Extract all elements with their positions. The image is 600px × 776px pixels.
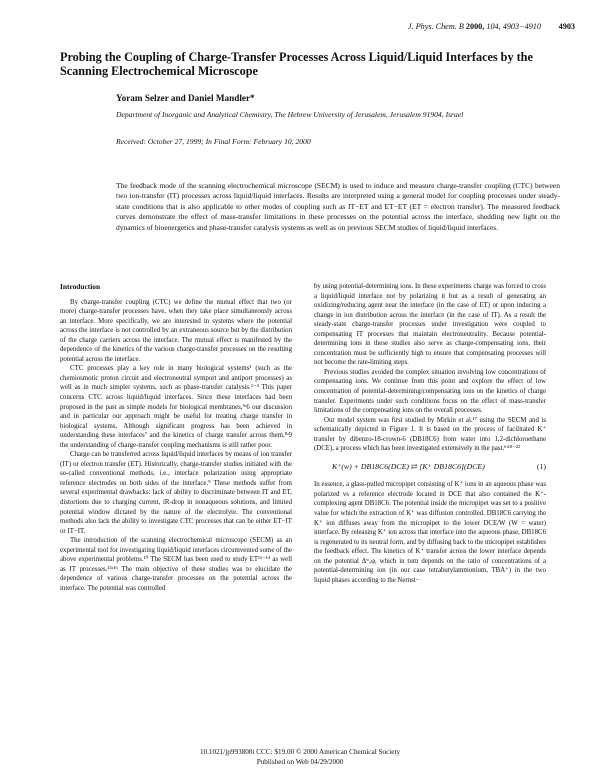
paragraph: CTC processes play a key role in many biological systems¹ (such as the chemiosmotic proton circuit and electroneutral symport and antiport processes) as well as in much simpler systems, such as phase-transfer catalysis.²⁻⁴ This paper concerns CTC across liquid/liquid interfaces. Since these interfaces had been proposed in the past as simple models for biological membranes,⁵ʴ6 our discussion and in particular our approach might be useful for treating charge transfer in biological systems. Although significant progress has been achieved in understanding these interfaces⁷ and the kinetics of charge transfer across them,⁸ʴ9 the understanding of charge-transfer coupling mechanisms is still rather poor. <box>60 365 292 449</box>
paragraph: By charge-transfer coupling (CTC) we define the mutual effect that two (or more) charge-transfer processes have, when they take place simultaneously across an interface. More specifically, we are interested in systems where the potential across the interface is not controlled by an extraneous source but by the distribution of the charge carriers across the interface. The mutual effect is manifested by the dependence of the kinetics of the various charge-transfer processes on the resulting potential across the interface. <box>60 298 292 363</box>
paragraph: Our model system was first studied by Mirkin et al.¹⁷ using the SECM and is schematically depicted in Figure 1. It is based on the process of facilitated K⁺ transfer by dibenzo-18-crown-6 (DB18C6) from water into 1,2-dichloroethane (DCE), a process which has been investigated extensively in the past.⁶ʴ¹⁸⁻²² <box>314 416 546 453</box>
left-column <box>60 282 292 594</box>
volume: 104, <box>486 22 501 31</box>
article-authors: Yoram Selzer and Daniel Mandler* <box>116 93 255 103</box>
page-footer <box>0 748 600 767</box>
right-column <box>314 282 546 585</box>
page-range: 4903−4910 <box>502 22 541 31</box>
journal-name: J. Phys. Chem. B <box>407 22 464 31</box>
article-title: Probing the Coupling of Charge-Transfer Processes Across Liquid/Liquid Interfaces by the Scanning Electrochemical Microscope <box>60 50 533 78</box>
doi-line: 10.1021/jp993808i CCC: $19.00 © 2000 American Chemical Society <box>199 748 401 756</box>
paragraph: The introduction of the scanning electrochemical microscope (SECM) as an experimental tool for investigating liquid/liquid interfaces circumvented some of the above experimental problems.¹⁰ The SECM has been used to study ET¹¹⁻¹⁴ as well as IT processes.¹⁵ʴ¹⁶ The main objective of these studies was to elucidate the dependence of various charge-transfer processes on the potential across the interface. The potential was controlled <box>60 537 292 592</box>
equation-number: (1) <box>536 461 546 471</box>
volume-year: 2000, <box>465 22 485 31</box>
journal-citation <box>408 22 541 31</box>
abstract: The feedback mode of the scanning electrochemical microscope (SECM) is used to induce and measure charge-transfer coupling (CTC) between two ion-transfer (IT) processes across liquid/liquid interfaces. Results are interpreted using a general model for coupling processes under steady-state conditions that is also applicable to other modes of coupling such as IT−ET and ET−ET (ET = electron transfer). The measured feedback curves demonstrate the effect of mass-transfer limitations in these processes on the potential across the interface, shedding new light on the dynamics of bioenergetics and phase-transfer catalysis systems as well as on previous SECM studies of liquid/liquid interfaces. <box>116 181 560 232</box>
paragraph: In essence, a glass-pulled micropipet consisting of K⁺ ions in an aqueous phase was polarized vs a reference electrode located in DCE that also contained the K⁺-complexing agent DB18C6. The potential inside the micropipet was set to a positive value for which the extraction of K⁺ was diffusion controlled. DB18C6 carrying the K⁺ ion diffuses away from the micropipet to the lower DCE/W (W = water) interface. By releasing K⁺ ion across that interface into the aqueous phase, DB18C6 is regenerated to its neutral form, and by diffusing back to the micropipet establishes the feedback effect. The kinetics of K⁺ transfer across the lower interface depends on the potential Δʷₒφ, which in turn depends on the ratio of concentrations of a potential-determining ion (in our case tetrabutylammonium, TBA⁺) in the two liquid phases according to the Nernst− <box>314 481 546 584</box>
received-dates: Received: October 27, 1999; In Final Form: February 10, 2000 <box>116 137 311 146</box>
page-number: 4903 <box>558 22 575 31</box>
equation-body: K⁺(w) + DB18C6(DCE) ⇄ [K⁺ DB18C6](DCE) <box>332 461 485 471</box>
paragraph: Charge can be transferred across liquid/liquid interfaces by means of ion transfer (IT) or electron transfer (ET). Historically, charge-transfer studies initiated with the so-called conventional methods, i.e., interface polarization using appropriate reference electrodes on both sides of the interface.⁹ These methods suffer from several experimental drawbacks: lack of ability to discriminate between IT and ET, distortions due to charging current, iR-drop in nonaqueous solutions, and limited potential window dictated by the nature of the electrolyte. The conventional methods also lack the ability to investigate CTC processes that can be either ET−IT or IT−IT. <box>60 451 292 535</box>
section-heading: Introduction <box>60 282 101 291</box>
paragraph: by using potential-determining ions. In these experiments charge was forced to cross a liquid/liquid interface not by polarizing it but as a result of generating an oxidizing/reducing agent near the interface (in the case of ET) or upon inducing a change in ion distribution across the interface (in the case of IT). As a result the steady-state charge-transfer processes under investigation were coupled to compensating IT processes that maintain electroneutrality. Because potential-determining ions in these studies also serve as charge-compensating ions, their concentration must be sufficiently high to ensure that compensating processes will not become the rate-limiting steps. <box>314 283 546 367</box>
running-head <box>0 22 575 34</box>
paragraph: Previous studies avoided the complex situation involving low concentrations of compensating ions. We continue from this point and explore the effect of low concentration of potential-determining/compensating ions on the kinetics of charge transfer. Experiments under such conditions focus on the effect of mass-transfer limitations of the compensating ions on the overall processes. <box>314 368 546 415</box>
published-line: Published on Web 04/29/2000 <box>256 757 344 766</box>
author-affiliation: Department of Inorganic and Analytical Chemistry, The Hebrew University of Jerusalem, Jerusalem 91904, Israel <box>116 110 464 119</box>
equation-1 <box>314 462 546 472</box>
